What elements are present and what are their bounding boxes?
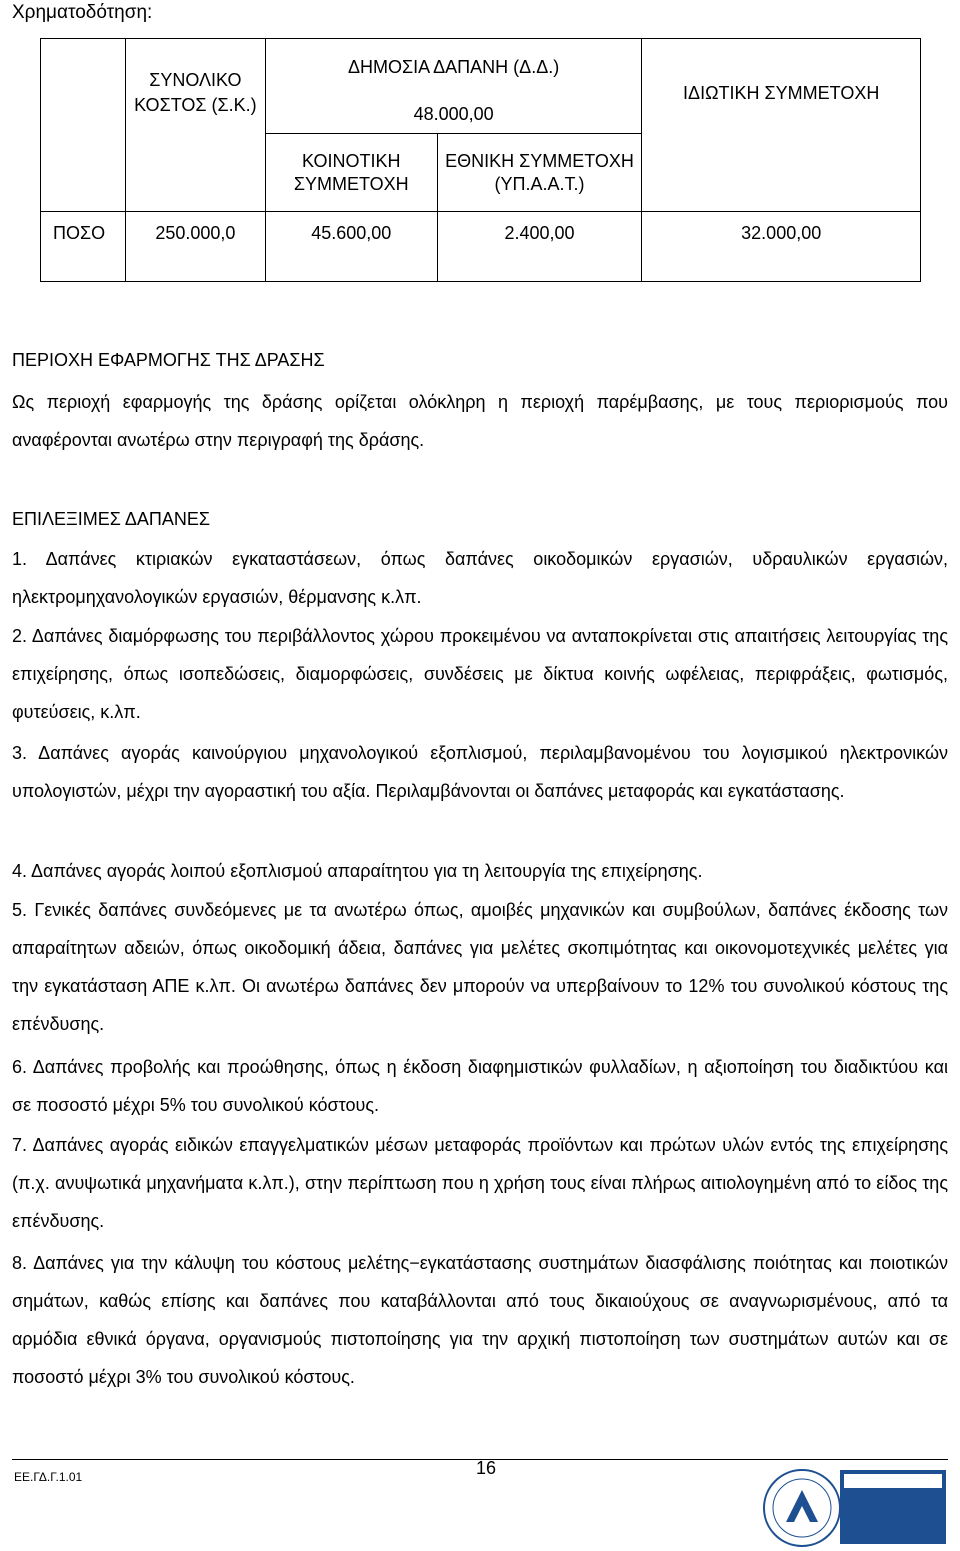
footer-doc-code: ΕΕ.ΓΔ.Γ.1.01: [14, 1470, 83, 1484]
area-text: Ως περιοχή εφαρμογής της δράσης ορίζεται ολόκληρη η περιοχή παρέμβασης, με τους περιορισμούς που αναφέρονται ανωτέρω στην περιγραφή της δράσης.: [12, 392, 948, 450]
expense-item-7: 7. Δαπάνες αγοράς ειδικών επαγγελματικών μέσων μεταφοράς προϊόντων και πρώτων υλών εντός της επιχείρησης (π.χ. ανυψωτικά μηχανήματα κ.λπ.), στην περίπτωση που η χρήση τους είναι πλήρως αιτιολογημένη από το είδος της επένδυσης.: [12, 1135, 948, 1231]
expense-item-3: 3. Δαπάνες αγοράς καινούργιου μηχανολογικού εξοπλισμού, περιλαμβανομένου του λογισμικού ηλεκτρονικών υπολογιστών, μέχρι την αγοραστική του αξία. Περιλαμβάνονται οι δαπάνες μεταφοράς και εγκατάστασης.: [12, 743, 948, 801]
expenses-title: ΕΠΙΛΕΞΙΜΕΣ ΔΑΠΑΝΕΣ: [12, 509, 211, 529]
community-header: ΚΟΙΝΟΤΙΚΗ ΣΥΜΜΕΤΟΧΗ: [265, 134, 437, 212]
expense-item-4: 4. Δαπάνες αγοράς λοιπού εξοπλισμού απαραίτητου για τη λειτουργία της επιχείρησης.: [12, 861, 703, 881]
total-cost-header: ΣΥΝΟΛΙΚΟ ΚΟΣΤΟΣ (Σ.Κ.): [125, 39, 265, 212]
national-value: 2.400,00: [437, 212, 642, 282]
total-cost-value: 250.000,0: [125, 212, 265, 282]
expense-item-6: 6. Δαπάνες προβολής και προώθησης, όπως η έκδοση διαφημιστικών φυλλαδίων, η αξιοποίηση του διαδικτύου και σε ποσοστό μέχρι 5% του συνολικού κόστους.: [12, 1057, 948, 1115]
expense-item-1: 1. Δαπάνες κτιριακών εγκαταστάσεων, όπως δαπάνες οικοδομικών εργασιών, υδραυλικών εργασιών, ηλεκτρομηχανολογικών εργασιών, θέρμανσης κ.λπ.: [12, 549, 948, 607]
national-header: ΕΘΝΙΚΗ ΣΥΜΜΕΤΟΧΗ (ΥΠ.Α.Α.Τ.): [437, 134, 642, 212]
tuv-cert-logo: [758, 1464, 950, 1550]
public-expense-amount: 48.000,00: [265, 96, 642, 134]
row-label: ΠΟΣΟ: [41, 212, 126, 282]
public-expense-header: ΔΗΜΟΣΙΑ ΔΑΠΑΝΗ (Δ.Δ.): [265, 39, 642, 96]
expense-item-5: 5. Γενικές δαπάνες συνδεόμενες με τα ανωτέρω όπως, αμοιβές μηχανικών και συμβούλων, δαπάνες έκδοσης των απαραίτητων αδειών, όπως οικοδομική άδεια, δαπάνες για μελέτες σκοπιμότητας και οικονομοτεχνικές μελέτες για την εγκατάσταση ΑΠΕ κ.λπ. Οι ανωτέρω δαπάνες δεν μπορούν να υπερβαίνουν το 12% του συνολικού κόστους της επένδυσης.: [12, 900, 948, 1034]
expense-item-2: 2. Δαπάνες διαμόρφωσης του περιβάλλοντος χώρου προκειμένου να ανταποκρίνεται στις απαιτήσεις λειτουργίας της επιχείρησης, όπως ισοπεδώσεις, διαμορφώσεις, συνδέσεις με δίκτυα κοινής ωφέλειας, περιφράξεις, φωτισμός, φυτεύσεις, κ.λπ.: [12, 626, 948, 722]
private-value: 32.000,00: [642, 212, 921, 282]
page-number: 16: [476, 1458, 497, 1478]
funding-corner-cell: [41, 39, 126, 212]
expense-item-8: 8. Δαπάνες για την κάλυψη του κόστους μελέτης−εγκατάστασης συστημάτων διασφάλισης ποιότητας και ποιοτικών σημάτων, καθώς επίσης και δαπάνες που καταβάλλονται από τους δικαιούχους σε αναγνωρισμένους, από τα αρμόδια εθνικά όργανα, οργανισμούς πιστοποίησης για την αρχική πιστοποίηση των συστημάτων αυτών και σε ποσοστό μέχρι 3% του συνολικού κόστους.: [12, 1253, 948, 1387]
area-title: ΠΕΡΙΟΧΗ ΕΦΑΡΜΟΓΗΣ ΤΗΣ ΔΡΑΣΗΣ: [12, 350, 325, 370]
funding-table: [40, 38, 921, 282]
funding-label: Χρηματοδότηση:: [12, 2, 153, 23]
private-header: ΙΔΙΩΤΙΚΗ ΣΥΜΜΕΤΟΧΗ: [642, 39, 921, 212]
community-value: 45.600,00: [265, 212, 437, 282]
